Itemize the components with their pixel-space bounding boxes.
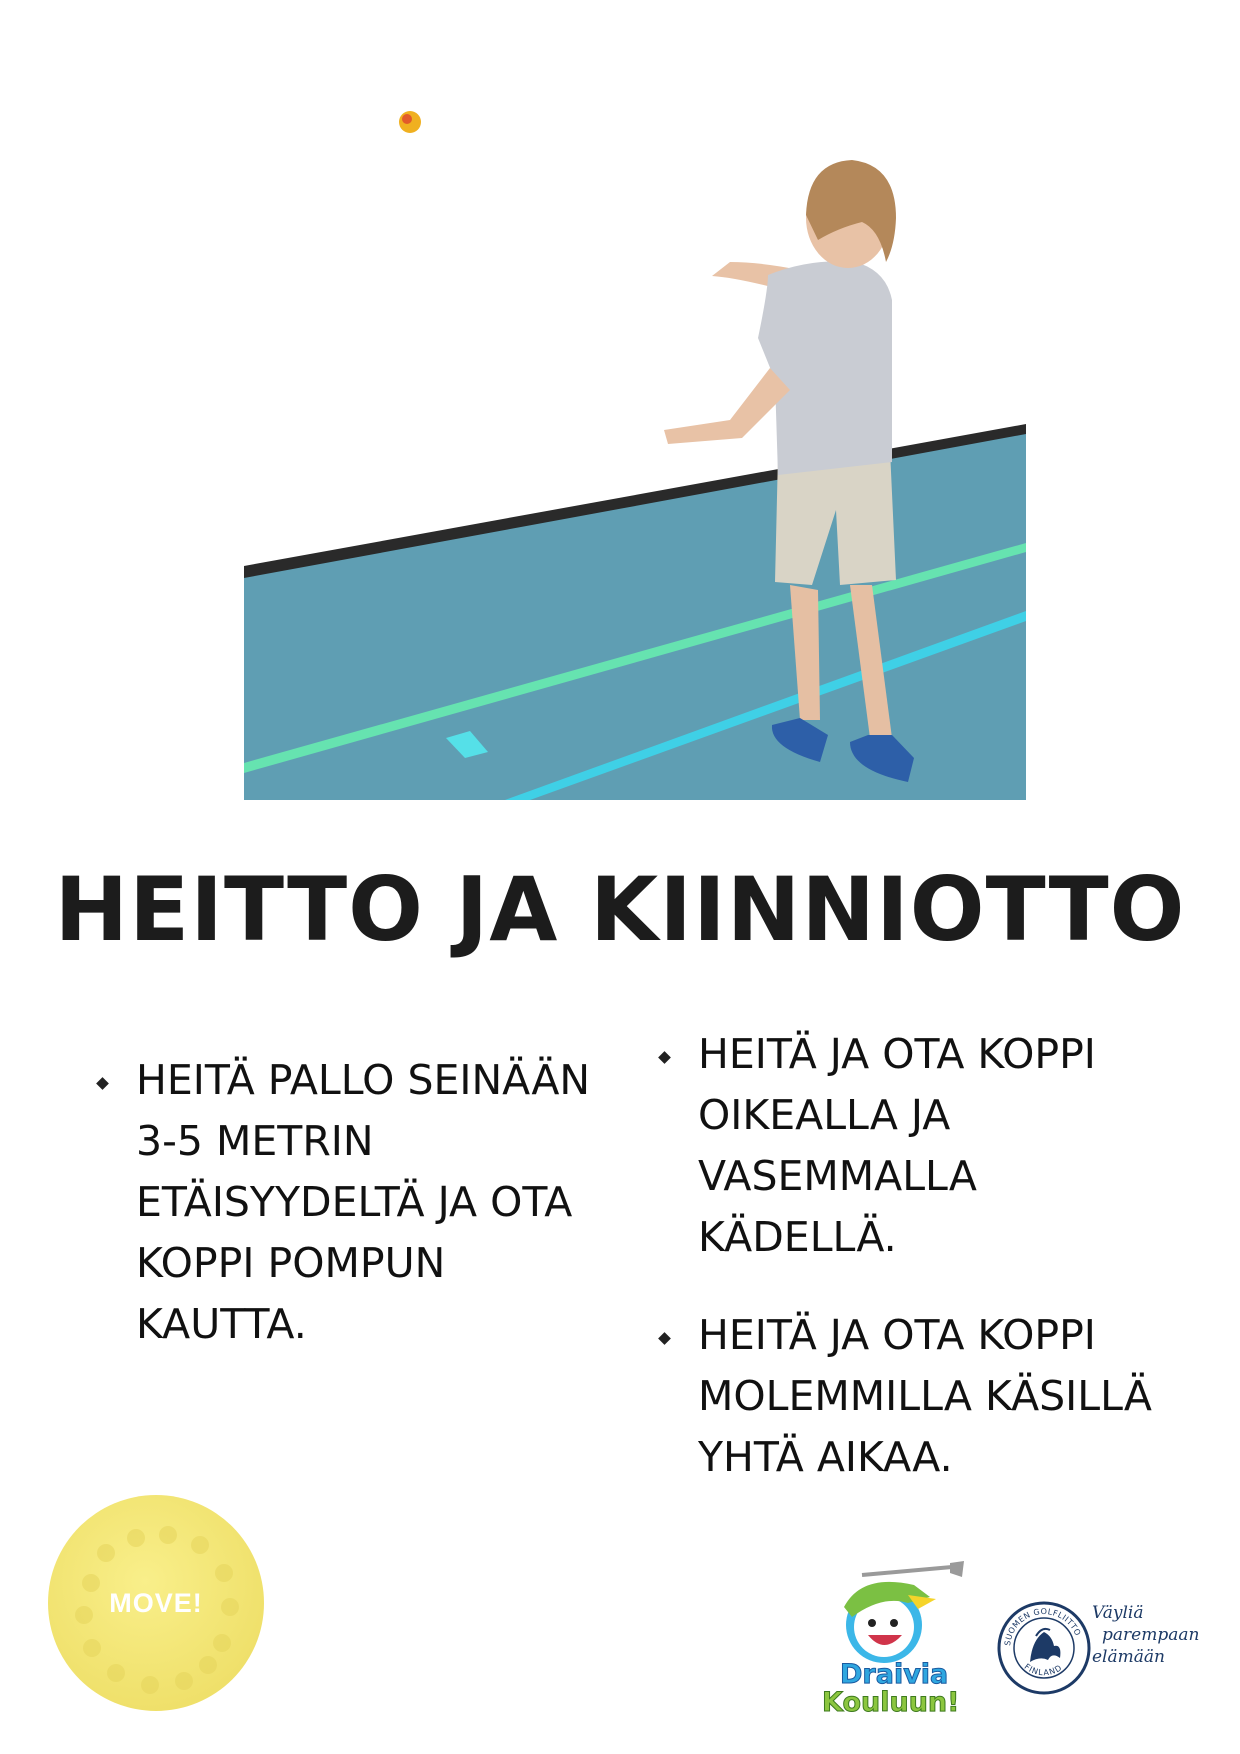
gym-floor [244,430,1026,800]
instruction-text: HEITÄ JA OTA KOPPI OIKEALLA JA VASEMMALLA KÄDELLÄ. [698,1030,1096,1261]
svg-text:Kouluun!: Kouluun! [822,1687,960,1715]
slogan [1092,1602,1232,1668]
bullet-icon [658,1332,671,1345]
slogan-line: parempaan [1102,1625,1200,1645]
svg-text:FINLAND: FINLAND [1022,1661,1064,1678]
instructions-right [660,1024,1160,1488]
golfliitto-seal-logo [996,1600,1092,1696]
instructions-left [98,1050,598,1355]
move-label: MOVE! [109,1588,203,1618]
instruction-text: HEITÄ PALLO SEINÄÄN 3-5 METRIN ETÄISYYDELTÄ JA OTA KOPPI POMPUN KAUTTA. [136,1056,591,1348]
boy-throwing-ball-photo [0,0,1240,820]
instruction-item [98,1050,598,1355]
draivia-kouluun-logo [822,1555,972,1715]
slogan-line: Väyliä [1092,1603,1144,1623]
svg-text:Draivia: Draivia [840,1659,949,1690]
svg-text:SUOMEN GOLFLIITTO: SUOMEN GOLFLIITTO [1003,1607,1083,1647]
instruction-item [660,1024,1160,1268]
slogan-line: elämään [1092,1647,1165,1667]
bullet-icon [658,1051,671,1064]
page-title: HEITTO JA KIINNIOTTO [54,858,1186,961]
instruction-text: HEITÄ JA OTA KOPPI MOLEMMILLA KÄSILLÄ YHTÄ AIKAA. [698,1311,1152,1481]
instruction-item [660,1305,1160,1488]
bullet-icon [96,1077,109,1090]
